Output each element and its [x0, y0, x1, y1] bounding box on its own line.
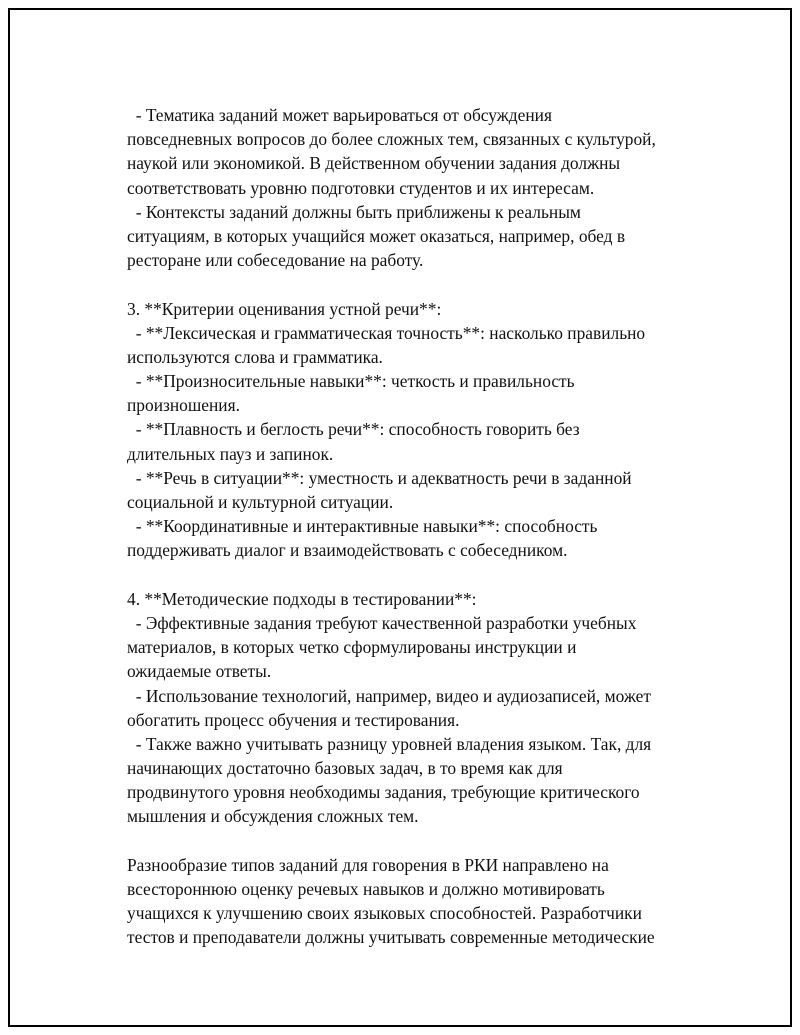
- text-line: тестов и преподаватели должны учитывать современные методические: [127, 927, 655, 948]
- text-line: ситуациям, в которых учащийся может оказаться, например, обед в: [127, 225, 626, 246]
- paragraph-p6: [127, 417, 707, 465]
- paragraph-p13: [127, 853, 707, 950]
- text-line: учащихся к улучшению своих языковых способностей. Разработчики: [127, 903, 642, 924]
- paragraph-p3: [127, 297, 707, 321]
- text-line: ресторане или собеседование на работу.: [127, 250, 424, 271]
- text-line: всестороннюю оценку речевых навыков и должно мотивировать: [127, 879, 605, 899]
- text-line: ожидаемые ответы.: [127, 661, 272, 682]
- text-line: - Использование технологий, например, видео и аудиозаписей, может: [127, 685, 651, 706]
- text-line: поддерживать диалог и взаимодействовать с собеседником.: [127, 540, 568, 561]
- paragraph-p11: [127, 684, 707, 732]
- text-line: - Тематика заданий может варьироваться от обсуждения: [127, 105, 552, 125]
- paragraph-p5: [127, 369, 707, 417]
- paragraph-p4: [127, 321, 707, 369]
- text-line: обогатить процесс обучения и тестирования.: [127, 709, 460, 730]
- paragraph-p10: [127, 611, 707, 684]
- text-line: произношения.: [127, 395, 240, 416]
- text-line: используются слова и грамматика.: [127, 346, 383, 367]
- text-line: - **Координативные и интерактивные навыки**: способность: [127, 516, 598, 537]
- paragraph-p9: [127, 587, 707, 611]
- text-line: - Контексты заданий должны быть приближены к реальным: [127, 201, 581, 222]
- text-line: материалов, в которых четко сформулированы инструкции и: [127, 637, 577, 658]
- text-line: наукой или экономикой. В действенном обучении задания должны: [127, 153, 621, 174]
- text-line: - **Произносительные навыки**: четкость и правильность: [127, 371, 575, 392]
- text-line: повседневных вопросов до более сложных тем, связанных с культурой,: [127, 129, 656, 150]
- paragraph-p7: [127, 466, 707, 514]
- paragraph-p2: [127, 200, 707, 273]
- text-line: - **Плавность и беглость речи**: способность говорить без: [127, 419, 580, 440]
- text-line: мышления и обсуждения сложных тем.: [127, 806, 419, 827]
- text-line: - Эффективные задания требуют качественной разработки учебных: [127, 612, 637, 633]
- text-line: соответствовать уровню подготовки студентов и их интересам.: [127, 177, 595, 198]
- text-line: длительных пауз и запинок.: [127, 443, 334, 464]
- text-line: 3. **Критерии оценивания устной речи**:: [127, 298, 442, 319]
- text-line: начинающих достаточно базовых задач, в то время как для: [127, 758, 563, 779]
- text-line: социальной и культурной ситуации.: [127, 492, 394, 512]
- text-line: - Также важно учитывать разницу уровней владения языком. Так, для: [127, 733, 652, 754]
- blank-line: [127, 563, 707, 587]
- text-line: Разнообразие типов заданий для говорения в РКИ направлено на: [127, 854, 609, 875]
- paragraph-p12: [127, 732, 707, 829]
- blank-line: [127, 272, 707, 296]
- page-frame: [8, 8, 792, 1027]
- text-line: продвинутого уровня необходимы задания, требующие критического: [127, 782, 640, 803]
- paragraph-p1: [127, 103, 707, 200]
- text-line: - **Речь в ситуации**: уместность и адекватность речи в заданной: [127, 467, 632, 488]
- text-line: - **Лексическая и грамматическая точность**: насколько правильно: [127, 322, 646, 343]
- paragraph-p8: [127, 514, 707, 562]
- blank-line: [127, 829, 707, 853]
- document-body: [127, 103, 707, 950]
- text-line: 4. **Методические подходы в тестировании**:: [127, 588, 477, 609]
